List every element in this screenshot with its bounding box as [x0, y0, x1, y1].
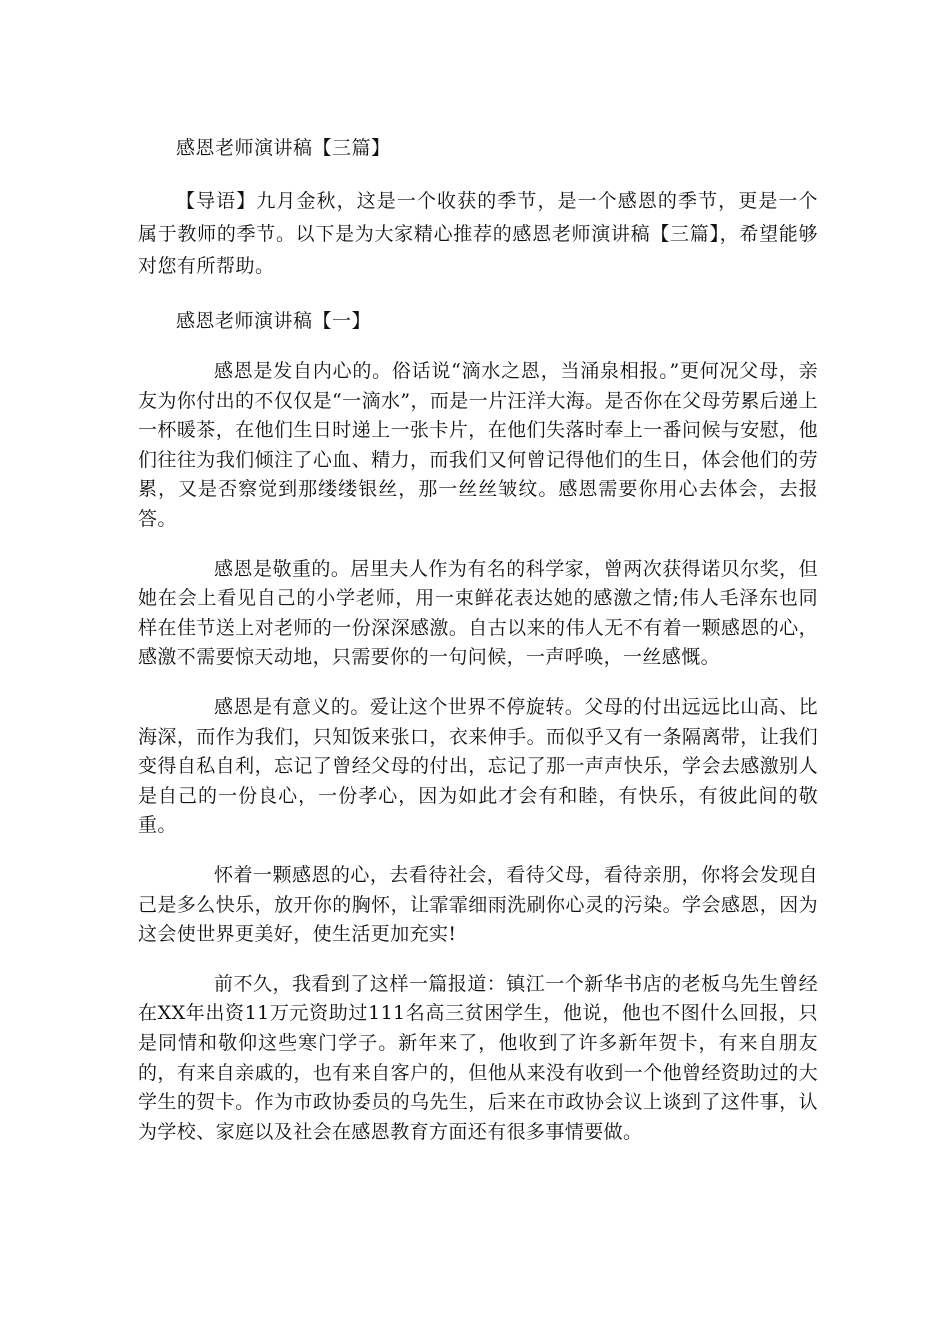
body-paragraph-1: 感恩是发自内心的。俗话说“滴水之恩，当涌泉相报。”更何况父母，亲友为你付出的不仅仅是“一滴水”，而是一片汪洋大海。是否你在父母劳累后递上一杯暖茶，在他们生日时递上一张卡片，在他们失落时奉上一番问候与安慰，他们往往为我们倾注了心血、精力，而我们又何曾记得他们的生日，体会他们的劳累，又是否察觉到那缕缕银丝，那一丝丝皱纹。感恩需要你用心去体会，去报答。: [138, 360, 818, 531]
body-paragraph-3: 感恩是有意义的。爱让这个世界不停旋转。父母的付出远远比山高、比海深，而作为我们，只知饭来张口，衣来伸手。而似乎又有一条隔离带，让我们变得自私自利，忘记了曾经父母的付出，忘记了那一声声快乐，学会去感激别人是自己的一份良心，一份孝心，因为如此才会有和睦，有快乐，有彼此间的敬重。: [138, 696, 818, 837]
intro-paragraph: 【导语】九月金秋，这是一个收获的季节，是一个感恩的季节，更是一个属于教师的季节。以下是为大家精心推荐的感恩老师演讲稿【三篇】，希望能够对您有所帮助。: [138, 190, 818, 278]
document-title: 感恩老师演讲稿【三篇】: [176, 137, 391, 159]
body-paragraph-5: 前不久，我看到了这样一篇报道：镇江一个新华书店的老板乌先生曾经在XX年出资11万元资助过111名高三贫困学生，他说，他也不图什么回报，只是同情和敬仰这些寒门学子。新年来了，他收到了许多新年贺卡，有来自朋友的，有来自亲戚的，也有来自客户的，但他从来没有收到一个他曾经资助过的大学生的贺卡。作为市政协委员的乌先生，后来在市政协会议上谈到了这件事，认为学校、家庭以及社会在感恩教育方面还有很多事情要做。: [138, 972, 818, 1143]
body-paragraph-4: 怀着一颗感恩的心，去看待社会，看待父母，看待亲朋，你将会发现自己是多么快乐，放开你的胸怀，让霏霏细雨洗刷你心灵的污染。学会感恩，因为这会使世界更美好，使生活更加充实!: [138, 864, 818, 946]
section-title: 感恩老师演讲稿【一】: [176, 310, 372, 333]
body-paragraph-2: 感恩是敬重的。居里夫人作为有名的科学家，曾两次获得诺贝尔奖，但她在会上看见自己的小学老师，用一束鲜花表达她的感激之情;伟人毛泽东也同样在佳节送上对老师的一份深深感激。自古以来的伟人无不有着一颗感恩的心，感激不需要惊天动地，只需要你的一句问候，一声呼唤，一丝感慨。: [138, 557, 818, 669]
document-body: [138, 132, 818, 1147]
